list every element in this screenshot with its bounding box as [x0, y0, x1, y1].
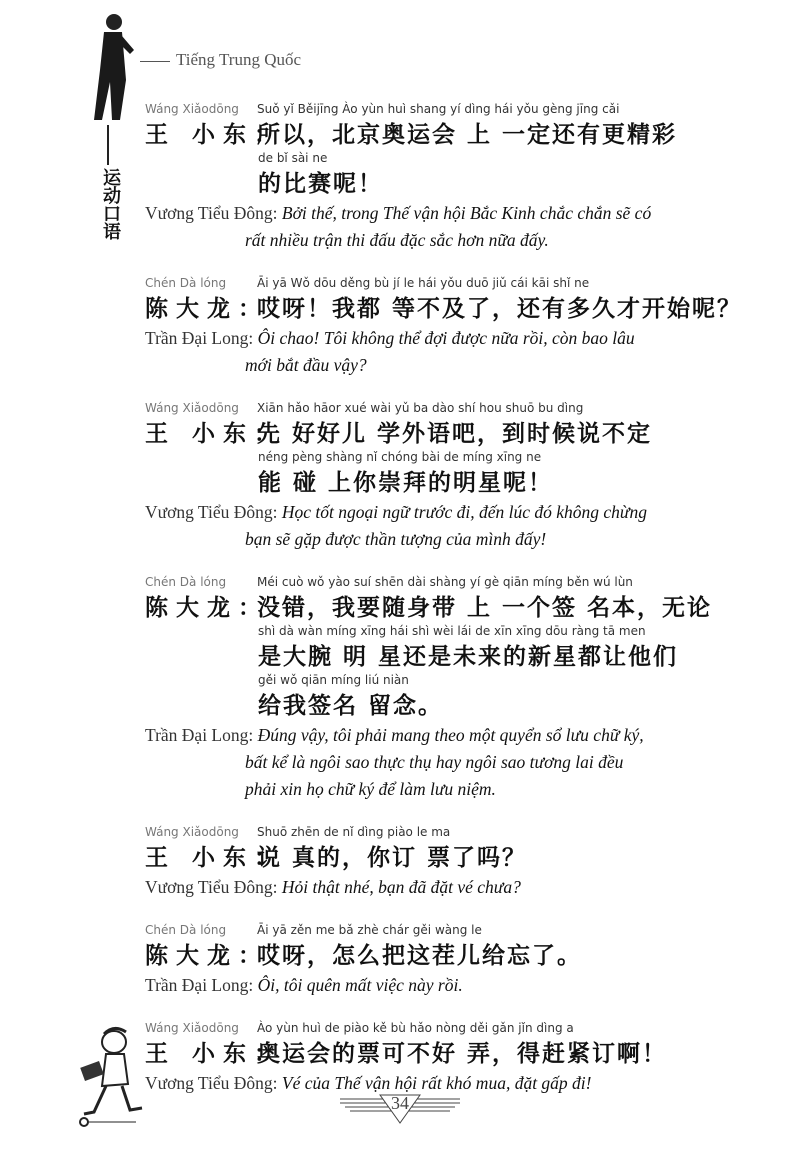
pinyin-line: Chén Dà lóng Āi yā Wǒ dōu děng bù jí le hái yǒu duō jiǔ cái kāi shǐ ne [145, 276, 590, 290]
pinyin-line: gěi wǒ qiān míng liú niàn [258, 673, 409, 687]
vietnamese-translation: Trần Đại Long: Ôi chao! Tôi không thể đợi được nữa rồi, còn bao lâu mới bắt đầu vậy? [145, 328, 635, 375]
dialogue-block [145, 102, 685, 254]
dialogue-block [145, 825, 685, 901]
vietnamese-translation: Vương Tiểu Đông: Hỏi thật nhé, bạn đã đặt vé chưa? [145, 877, 521, 897]
chinese-line: 王 小东：所以，北京奥运会 上 一定还有更精彩 [145, 121, 678, 148]
running-header [140, 50, 301, 70]
dialogue-content [145, 102, 743, 1119]
vietnamese-translation: Vương Tiểu Đông: Bởi thế, trong Thế vận hội Bắc Kinh chắc chắn sẽ có rất nhiều trận thi đấu đặc sắc hơn nữa đấy. [145, 203, 652, 250]
pinyin-line: néng pèng shàng nǐ chóng bài de míng xīng ne [258, 450, 542, 464]
side-divider [107, 125, 109, 165]
vietnamese-translation: Trần Đại Long: Đúng vậy, tôi phải mang theo một quyển sổ lưu chữ ký, bất kể là ngôi sao thực thụ hay ngôi sao tương lai đều phải xin họ chữ ký để làm lưu niệm. [145, 725, 644, 799]
chinese-line: 陈大龙：没错，我要随身带 上 一个签 名本，无论 [145, 594, 713, 621]
chinese-line: 王 小东：奥运会的票可不好 弄，得赶紧订啊！ [145, 1040, 668, 1067]
pinyin-line: Wáng Xiǎodōng Suǒ yǐ Běijīng Ào yùn huì shang yí dìng hái yǒu gèng jīng cǎi [145, 102, 620, 116]
header-title: Tiếng Trung Quốc [176, 50, 302, 69]
pinyin-line: Wáng Xiǎodōng Shuō zhēn de nǐ dìng piào le ma [145, 825, 451, 839]
pinyin-line: shì dà wàn míng xīng hái shì wèi lái de xīn xīng dōu ràng tā men [258, 624, 646, 638]
vietnamese-translation: Trần Đại Long: Ôi, tôi quên mất việc này rồi. [145, 975, 463, 995]
running-mascot-illustration [76, 1024, 146, 1129]
chinese-line: 王 小东：先 好好儿 学外语吧，到时候说不定 [145, 420, 653, 447]
page-number: 34 [391, 1093, 409, 1113]
chinese-line: 的比赛呢！ [258, 170, 383, 197]
chinese-line: 陈大龙：哎呀！我都 等不及了，还有多久才开始呢？ [145, 295, 743, 322]
pinyin-line: Wáng Xiǎodōng Ào yùn huì de piào kě bù hǎo nòng děi gǎn jǐn dìng a [145, 1021, 574, 1035]
dialogue-block [145, 923, 685, 999]
vietnamese-translation: Vương Tiểu Đông: Vé của Thế vận hội rất khó mua, đặt gấp đi! [145, 1073, 592, 1093]
chinese-line: 陈大龙：哎呀，怎么把这茬儿给忘了。 [145, 942, 582, 969]
pinyin-line: Wáng Xiǎodōng Xiān hǎo hāor xué wài yǔ ba dào shí hou shuō bu dìng [145, 401, 584, 415]
chinese-line: 给我签名 留念。 [258, 692, 444, 719]
chinese-line: 是大腕 明 星还是未来的新星都让他们 [258, 643, 679, 670]
dialogue-block [145, 401, 685, 553]
dialogue-block [145, 1021, 685, 1097]
chinese-line: 王 小东：说 真的，你订 票了吗？ [145, 844, 528, 871]
chinese-line: 能 碰 上你崇拜的明星呢！ [258, 469, 554, 496]
dialogue-block [145, 575, 713, 803]
pinyin-line: de bǐ sài ne [258, 151, 328, 165]
pinyin-line: Chén Dà lóng Méi cuò wǒ yào suí shēn dài shàng yí gè qiān míng běn wú lùn [145, 575, 633, 589]
side-section-title: 运动口语 [100, 168, 121, 240]
pinyin-line: Chén Dà lóng Āi yā zěn me bǎ zhè chár gěi wàng le [145, 923, 482, 937]
dialogue-block [145, 276, 743, 379]
vietnamese-translation: Vương Tiểu Đông: Học tốt ngoại ngữ trước đi, đến lúc đó không chừng bạn sẽ gặp được thần tượng của mình đấy! [145, 502, 647, 549]
header-figure-illustration [82, 10, 137, 125]
